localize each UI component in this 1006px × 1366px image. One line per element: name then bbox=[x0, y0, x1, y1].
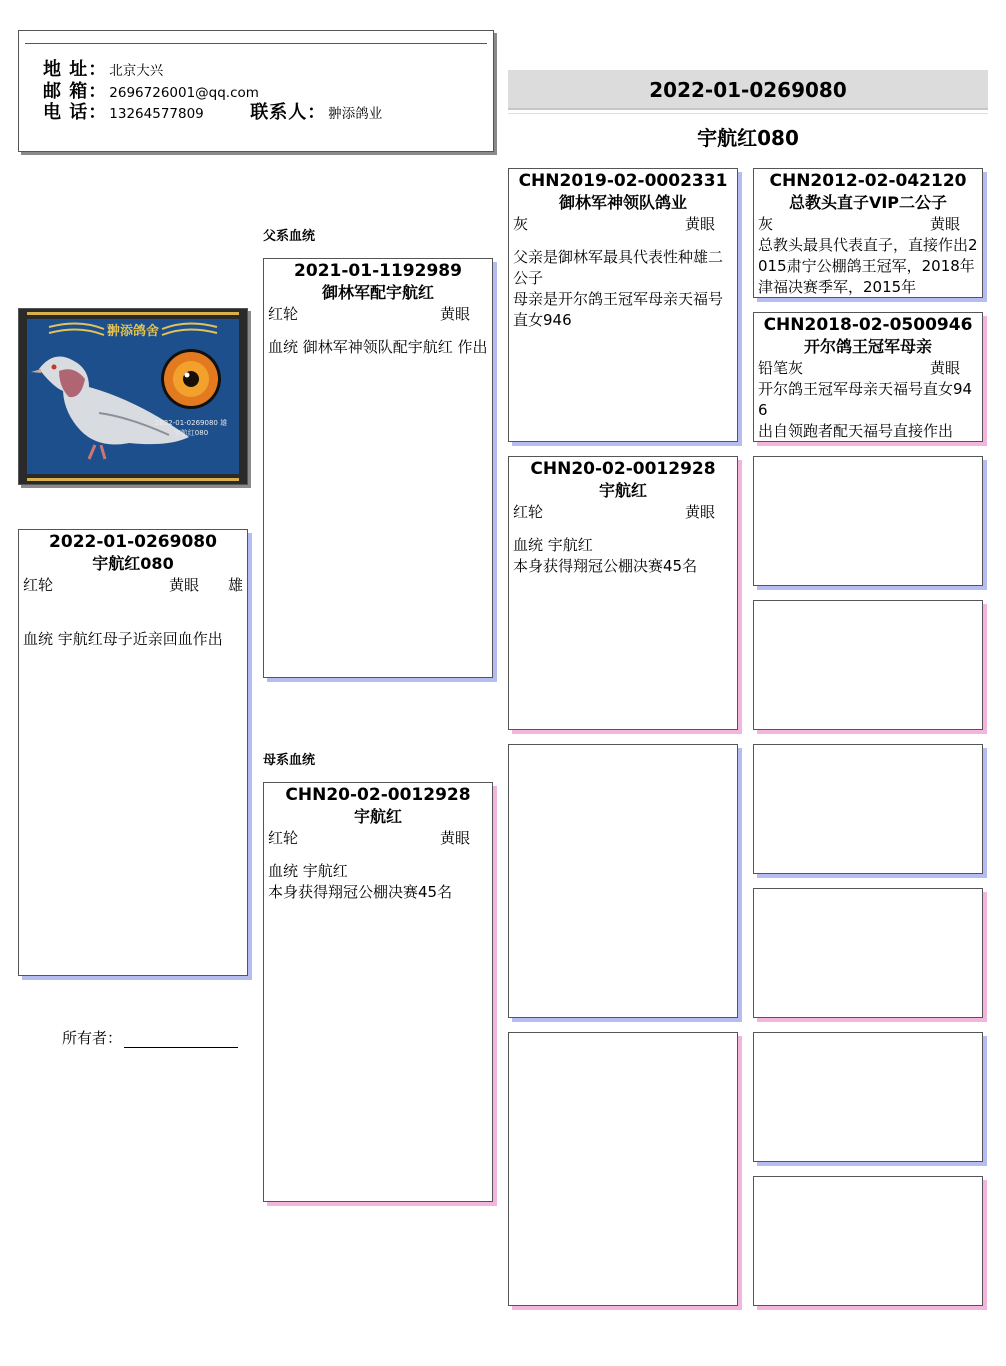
sire-card bbox=[263, 258, 493, 678]
address-label: 地 址： bbox=[43, 59, 108, 80]
contact-value: 翀添鸽业 bbox=[328, 106, 383, 122]
phone-row bbox=[43, 98, 382, 124]
dam-section-label: 母系血统 bbox=[263, 753, 316, 768]
photo-logo-text: 翀添鸽舍 bbox=[106, 324, 160, 339]
attributes-row bbox=[758, 213, 978, 235]
eye-value: 黄眼 bbox=[439, 305, 470, 323]
color-value: 灰 bbox=[513, 215, 529, 233]
attributes-row bbox=[268, 303, 488, 325]
owner-line bbox=[62, 1027, 238, 1048]
photo-caption: 宇航红080 bbox=[173, 429, 209, 437]
bird-notes: 总教头最具代表直子，直接作出2015肃宁公棚鸽王冠军，2018年津福决赛季军，2015年 bbox=[758, 236, 978, 296]
divider bbox=[508, 113, 988, 114]
ssd-card bbox=[753, 312, 983, 442]
contact-box bbox=[18, 30, 494, 152]
attributes-row bbox=[513, 213, 733, 235]
dss-card bbox=[753, 744, 983, 874]
photo-ring-text: 2022-01-0269080 雄 bbox=[154, 419, 228, 427]
color-value: 红轮 bbox=[268, 305, 299, 323]
attributes-row bbox=[758, 357, 978, 379]
color-value: 红轮 bbox=[23, 576, 54, 594]
sdd-card bbox=[753, 600, 983, 730]
bird-notes: 开尔鸽王冠军母亲天福号直女946 出自领跑者配天福号直接作出 bbox=[758, 380, 973, 440]
bird-name: 开尔鸽王冠军母亲 bbox=[803, 337, 932, 356]
sex-value: 雄 bbox=[227, 576, 243, 594]
bird-notes: 血统 宇航红 本身获得翔冠公棚决赛45名 bbox=[513, 536, 698, 575]
contact-label: 联系人： bbox=[250, 102, 327, 123]
bird-name: 总教头直子VIP二公子 bbox=[788, 193, 948, 212]
bird-notes: 血统 宇航红母子近亲回血作出 bbox=[23, 630, 223, 648]
pedigree-bird-name: 宇航红080 bbox=[697, 126, 799, 150]
color-value: 铅笔灰 bbox=[758, 359, 804, 377]
ring-number: CHN20-02-0012928 bbox=[530, 459, 716, 479]
color-value: 灰 bbox=[758, 215, 774, 233]
eye-value: 黄眼 bbox=[684, 215, 715, 233]
attributes-row bbox=[268, 827, 488, 849]
subject-card bbox=[18, 529, 248, 976]
bird-name: 宇航红 bbox=[598, 481, 647, 500]
bird-photo bbox=[18, 308, 248, 485]
color-value: 红轮 bbox=[268, 829, 299, 847]
ring-number: 2021-01-1192989 bbox=[294, 261, 462, 281]
eye-value: 黄眼 bbox=[439, 829, 470, 847]
dds-card bbox=[753, 1032, 983, 1162]
owner-label: 所有者： bbox=[62, 1029, 123, 1047]
eye-value: 黄眼 bbox=[929, 215, 960, 233]
ring-number: CHN2019-02-0002331 bbox=[518, 171, 728, 191]
bird-notes: 血统 御林军神领队配宇航红 作出 bbox=[268, 338, 488, 356]
phone-label: 电 话： bbox=[43, 102, 108, 123]
dsd-card bbox=[753, 888, 983, 1018]
ring-number: CHN20-02-0012928 bbox=[285, 785, 471, 805]
sire-dam-card bbox=[508, 456, 738, 730]
color-value: 红轮 bbox=[513, 503, 544, 521]
sss-card bbox=[753, 168, 983, 298]
bird-notes: 血统 宇航红 本身获得翔冠公棚决赛45名 bbox=[268, 862, 453, 901]
attributes-row bbox=[23, 574, 243, 596]
eye-value: 黄眼 bbox=[929, 359, 960, 377]
ring-number: 2022-01-0269080 bbox=[49, 532, 217, 552]
sire-sire-card bbox=[508, 168, 738, 442]
dam-card bbox=[263, 782, 493, 1202]
dam-sire-card bbox=[508, 744, 738, 1018]
bird-name: 宇航红080 bbox=[92, 554, 174, 573]
attributes-row bbox=[513, 501, 733, 523]
address-value: 北京大兴 bbox=[109, 63, 164, 79]
eye-value: 黄眼 bbox=[684, 503, 715, 521]
sds-card bbox=[753, 456, 983, 586]
eye-value: 黄眼 bbox=[168, 576, 199, 594]
email-label: 邮 箱： bbox=[43, 81, 108, 102]
owner-signature-line bbox=[124, 1031, 238, 1048]
pedigree-ring-header: 2022-01-0269080 bbox=[508, 70, 988, 110]
email-value: 2696726001@qq.com bbox=[109, 85, 259, 101]
bird-notes: 父亲是御林军最具代表性种雄二公子 母亲是开尔鸽王冠军母亲天福号直女946 bbox=[513, 248, 724, 329]
ring-number: CHN2018-02-0500946 bbox=[763, 315, 973, 335]
sire-section-label: 父系血统 bbox=[263, 229, 316, 244]
divider bbox=[25, 43, 487, 44]
ddd-card bbox=[753, 1176, 983, 1306]
ring-number: CHN2012-02-042120 bbox=[769, 171, 967, 191]
bird-name: 宇航红 bbox=[353, 807, 402, 826]
bird-name: 御林军配宇航红 bbox=[321, 283, 434, 302]
dam-dam-card bbox=[508, 1032, 738, 1306]
phone-value: 13264577809 bbox=[109, 106, 204, 122]
bird-name: 御林军神领队鸽业 bbox=[558, 193, 687, 212]
